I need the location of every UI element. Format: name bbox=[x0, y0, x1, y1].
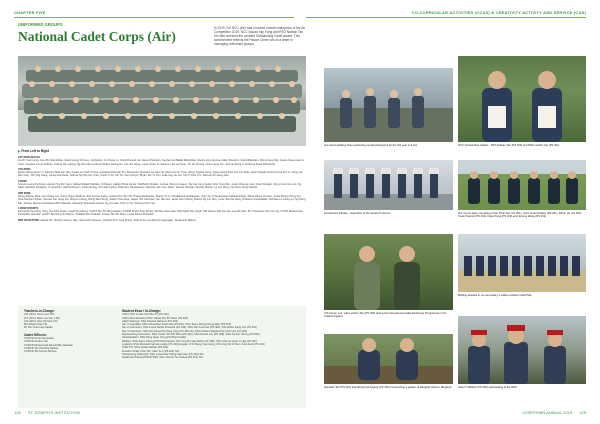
page-number-right: 129 bbox=[579, 410, 586, 415]
caption-anniversary-parade: Anniversary Parade - Inspection of the Guard of Honour bbox=[324, 212, 391, 215]
row-title: 1 ROW (FRONT): bbox=[18, 206, 39, 210]
officers-heading: Cadet Officers: bbox=[24, 332, 47, 337]
caption-outstanding-cadets: NCC Outstanding Cadets - PSO Nathan Tan (PS 403) and MSG Josiah Yap (PS 401) bbox=[458, 144, 560, 147]
row-title: 1ST ROW (BACK) bbox=[18, 156, 40, 159]
exco-line: Sec 3 Instructors: SSG Emmanuel Ng Zeng Yang (PS 402 CF), SSG Nesteni Ranjhinnthy Chin Hoe (LS 403) bbox=[122, 329, 247, 333]
teacher-line: LTA (NCC) Kate Pei Dan 1TC bbox=[24, 319, 58, 323]
officer-line: C/OFFR Gordon Tan bbox=[24, 340, 48, 344]
exco-heading: Student Exco / In-Charge: bbox=[122, 309, 161, 313]
group-photo bbox=[18, 56, 306, 146]
photo-farewell bbox=[458, 234, 586, 292]
caption-farewell: Bidding farewell to our secondary 4 cadets at East Coast Park bbox=[458, 294, 532, 297]
photo-aeromodelling-art bbox=[324, 68, 453, 142]
teachers-block bbox=[24, 310, 114, 354]
photo-ndp-art bbox=[458, 316, 586, 384]
row-names: Akshat Rii, Timothy Seah Li Hao, Varun Ahn Vaneem, Charlton Koh Yong Zhang, Salvi Imme van Marvin Hoguwgan, Jeyakumar Mahen bbox=[40, 218, 196, 222]
exco-line: ASM (Training): SSG Pramod Nal Hunt (PS 403) bbox=[122, 319, 178, 323]
exco-block bbox=[122, 310, 300, 359]
teacher-line: 2LT (NCC) Mark Lee Wei 1 RS bbox=[24, 316, 60, 320]
officer-line: C/OFFR Tan Kenjeh Hernes bbox=[24, 350, 57, 354]
header-rule-right bbox=[306, 17, 586, 18]
photo-garden-construction bbox=[324, 334, 453, 384]
officer-line: C/OFFR Muhammad Danniel Bin Iskandar bbox=[24, 343, 73, 347]
photo-anniversary-parade bbox=[324, 160, 453, 210]
caption-aeromodelling: Our Aeromodelling Team achieving overall champions for the 3rd year in a row bbox=[324, 144, 418, 147]
row-names: Wong Zhituan Pate, Lee Chang Jun, Kang Jingye Matthew, Eric Ja Kee Karan, Joshua Teo Shu Sik, Pramod Nathaniel, Zhang Yi Lin, Nimalahana Venkatesan, Tyler Tey, Pramaswaran Adharanindran, Wang Dilong Jin Hao, Jonas Wang Chong Kei, Uiria Stephen Sultan, Keenan Tan Jiong Jun, Ruiyen Cheng, Wong Wen Rong, Joakim Pramawa, Jasper Tan Jianchao, Tan Jian Hui, Javier Hern Zheng, Darren Ng Jun Wey, Luthe Tee Kai Heng, Dharsein Andrepaliah, Nicholas Lu Chung Lii, Ng Deng Kai, Joshua, Mohammad Dawud Bin Iskandar, Cahyanjit Teeranaris Kumar, Ng Jun Han, Poh Lo Yin, Cheung Chor Yan bbox=[18, 194, 306, 205]
group-photo-caption bbox=[18, 149, 49, 153]
row-names: Darius Wong Deun Yu, Zachery Mak Yan Hey, Caden Lin Teoh Chung, Kendrick Chia Wei Xin, Rai Kaverr, Brandon Aw Hau Yei, Matt Lew Jer Yuen, Wong Yeghee Heng, Quek Hoang Kien Jun Lim Zhao, Alvan Tanadi, Arsen Ferrua Pei Yu, Pang Jun Wei Yuan, Toh Ting Liang, Caroel Lee Reds, Joshua Tay Wu Jun Yuan, Chew Yi Jin, Kiri Toi Yuen Ozhyer, Bryan Teo Yu Xun, Luke Ang Jia Jun, Tan Yi Choi Tun, Samuel Teh Heng Hee bbox=[18, 171, 303, 178]
photo-ndp bbox=[458, 316, 586, 384]
officer-line: C/OFFR Kevin Fernandes bbox=[24, 337, 54, 341]
arrow-right-icon: ▶ bbox=[18, 149, 21, 153]
exco-line: Administration: SSG Pang Hoan Yong (PS 604) Freddie bbox=[122, 336, 187, 340]
exco-line: Representing Instructors: SSG Tristan Teh Zhi Shen (PS 401), SSG Russel Lee (PS 408), SSG Kenner Chong (PS 603) bbox=[122, 333, 260, 337]
row-title: 4TH ROW: bbox=[18, 167, 31, 171]
exco-line: Logistics: SSG Mustafar Farrook Lesley (PS 403) Hayakt, LTG Wong Yuen Hong, CPL Ong Shi Ji Shen, Smit Ansh (PS 401) bbox=[122, 342, 265, 346]
caption-cadet-exchange: LTA Ferren Loo, with Lucifern Tan (PS 350) during the International Cadet Exchange Programme in the United Kingdom bbox=[324, 312, 447, 319]
row-title: 3 ROW: bbox=[18, 179, 28, 183]
photo-cadet-exchange-art bbox=[324, 234, 453, 310]
caption-garden-construction: Nomadic Tan (PS 401) and Wong Kiat Kwang (PS 403) constructing a garden at Bangkok School, Bangkok bbox=[324, 386, 452, 389]
photo-garden-construction-art bbox=[324, 334, 453, 384]
photo-aeromodelling bbox=[324, 68, 453, 142]
photo-soccer-team bbox=[458, 160, 586, 210]
footer-left bbox=[14, 410, 80, 415]
group-photo-caption-text: From Left to Right bbox=[21, 149, 49, 153]
header-rule-left bbox=[14, 17, 294, 18]
caption-soccer-team: Our soccer team consisting of Ian Piramnan (LS 301), Gurvi Anand Nalam (PS 201), Ethan Ho (LS 303), Vivek Pramod (PS 102), Ryan Pang (PS 103) and Jerome Wang (PS 301) bbox=[458, 212, 582, 219]
page-title: National Cadet Corps (Air) bbox=[18, 29, 176, 44]
photo-cadet-exchange bbox=[324, 234, 453, 310]
footer-right-text: JOSEPHIAN ANNUAL 2019 bbox=[522, 410, 573, 415]
teacher-line: Mr Tan Chan Han Jiadan bbox=[24, 326, 53, 330]
row-names: Ho JK Yuan Liong, Gou Zhi Qian Ethan, David Leong Chi Hen, Jozhedest, Ju Chong Ju, Vivek Pramod, Ian James Piranpan, Kaydan Hel Bakali Mahindran, Randy Ling Jia Hua, Aiden Monterro, Zaki Alfhandani, Wong Kang Wei, Justus Seva Lutes Li Xuan, Gustavo Lumpi Sebtnic, Joshua Tan Lianog, Ng Romulen Lecknon Ruben Kannamm, Tan Jun Heng, Lucas Kwek Jin Xianani, Lew Lai Yuan, Yin Jin Jinteng, Chen Lieng Jun, Jerome Wong Li Jinsheng Kwok Rai Randy bbox=[18, 159, 304, 166]
photo-soccer-team-art bbox=[458, 160, 586, 210]
exco-line: CSR / PSO Josiah Yap Wei Jin (PS 401) bbox=[122, 313, 169, 317]
group-photo-figures bbox=[18, 56, 306, 146]
chapter-title-right: CO-CURRICULAR ACTIVITIES (CCAS) & CREATIVITY ACTIVITY AND SERVICE (CAS) bbox=[411, 10, 586, 15]
exco-line: Sec 2 Instructors: SSG Lucas Daniel Pranandi (AS 402), SSG Tan Kuei Hao (PS 404), CPL Ethan Dang Jun (PS 401) bbox=[122, 326, 257, 330]
section-kicker: UNIFORMED GROUPS bbox=[18, 22, 63, 27]
intro-paragraph: In 2019, SJI NCC (Air) was crowned overall champions of the Air Competition 2019. NCC Squad Yap Fong and PSO Nathan Tan Zhi Wei received the coveted Outstanding Cadet award. This achievement reflects the Palace Cheer who is a team in managing uniformed groups. bbox=[214, 26, 306, 46]
row-block bbox=[18, 180, 306, 190]
footer-right bbox=[523, 410, 586, 415]
row-block bbox=[18, 207, 306, 217]
row-block bbox=[18, 156, 306, 166]
officer-line: C/OFFR Tan Zhi Ming Nathan bbox=[24, 346, 59, 350]
exco-line: Freedom Drills: CSG Tan Yulan Xun (PS 402) SCI bbox=[122, 349, 180, 353]
chapter-label: CHAPTER FIVE bbox=[14, 10, 46, 15]
caption-ndp: Jean P. Mikisok (PS 363) participating at the NDP bbox=[458, 386, 517, 389]
photo-anniversary-parade-art bbox=[324, 160, 453, 210]
exco-line: Sec 1 Guardians SSG Chua Zhen Kwoh Kai (AS 501), SSG Jason Wong Chung Wan (PS 501) bbox=[122, 323, 231, 327]
teacher-line: Mrs Adela Chan TIC bbox=[24, 323, 48, 327]
footer-left-text: ST JOSEPH'S INSTITUTION bbox=[27, 410, 80, 415]
staff-box bbox=[18, 306, 306, 408]
exco-line: Welfare: SSG Aaron Chong (PS 604) Howard, CPL Ong Zhi Qian Ethan (LT 408), SSG Chai Ju Quan Li Hao (LD 607) bbox=[122, 339, 258, 343]
row-names: Francis Leong Ka Kong, Hayden Tse Pui Yuen, Jahleel Rafael Pashkes, M Peeler, Gabriel Phua Jia Jer, Siddharth Ninalan, Joshua Cheng Jungeun, Tay Kai Jung, Ayden Chin Yong Wei, Jovan Cheong, Lian, Ryan Wongkil, Jimmy Goh Yan Jun, Ng Saidi, Akshaan Sandeep, Yi Herschan, Gabriel Phuum, Chloe Ruang, Kim Dae Kyung, Dhamdey Nanaveeram, Ranzhar Jan, Kim Jakim, Jerome Samsan, Akshay Mohan, Le Jun Hong, Ng Kwee Hong Daniels bbox=[18, 183, 301, 190]
row-block bbox=[18, 192, 306, 205]
exco-line: ASM (Administration) PSO Tristan Teh Zhi Shen (PS 402) bbox=[122, 316, 189, 320]
row-block bbox=[18, 168, 306, 178]
photo-outstanding-cadets-art bbox=[458, 56, 586, 142]
exco-line: Chief PTI: SSG Josiah Nathan (PS 402) bbox=[122, 346, 168, 350]
name-rows bbox=[18, 156, 306, 222]
photo-outstanding-cadets bbox=[458, 56, 586, 142]
photo-farewell-art bbox=[458, 234, 586, 292]
page-number-left: 126 bbox=[14, 410, 21, 415]
teacher-line: LTA (NCC) Kevin Lam OIC bbox=[24, 313, 55, 317]
row-title: NOT IN PICTURE: bbox=[18, 218, 40, 222]
exco-line: Health and Fitness/SSGD SNE: SSG Joshua Tio Joshua (PS 401) SCI bbox=[122, 356, 204, 360]
exco-line: Orienteering (National): SSG Lucas Dian Weng Qian Hao (LS 403) SCI bbox=[122, 352, 204, 356]
teachers-heading: Teachers-in-Charge: bbox=[24, 309, 55, 313]
row-block bbox=[18, 219, 306, 222]
row-names: Emmanuel Ng Zeng Yang, Teo Chin Hoxie, Josiah Ng Zheng, C/CDT Tan Zhi Ming Nathan, C/CDR Kindre Tian Zhi En, Mr Dan Chee Hua, SSG Mark Tan, Dayin, MS Steven Wai Jan Kia, Lee Zhi Xiao, Mr. Chewneth Chir Lee Ing, C/CDT Muhammad Danial Bin Iskandar, C/CDT Tan Dong Jin Darren, Pratiksh Rao Prakash, Tristan Teh Zhi Shen, Lucas Daniel Pranandi bbox=[18, 210, 303, 217]
row-title: 2ND ROW: bbox=[18, 191, 32, 195]
